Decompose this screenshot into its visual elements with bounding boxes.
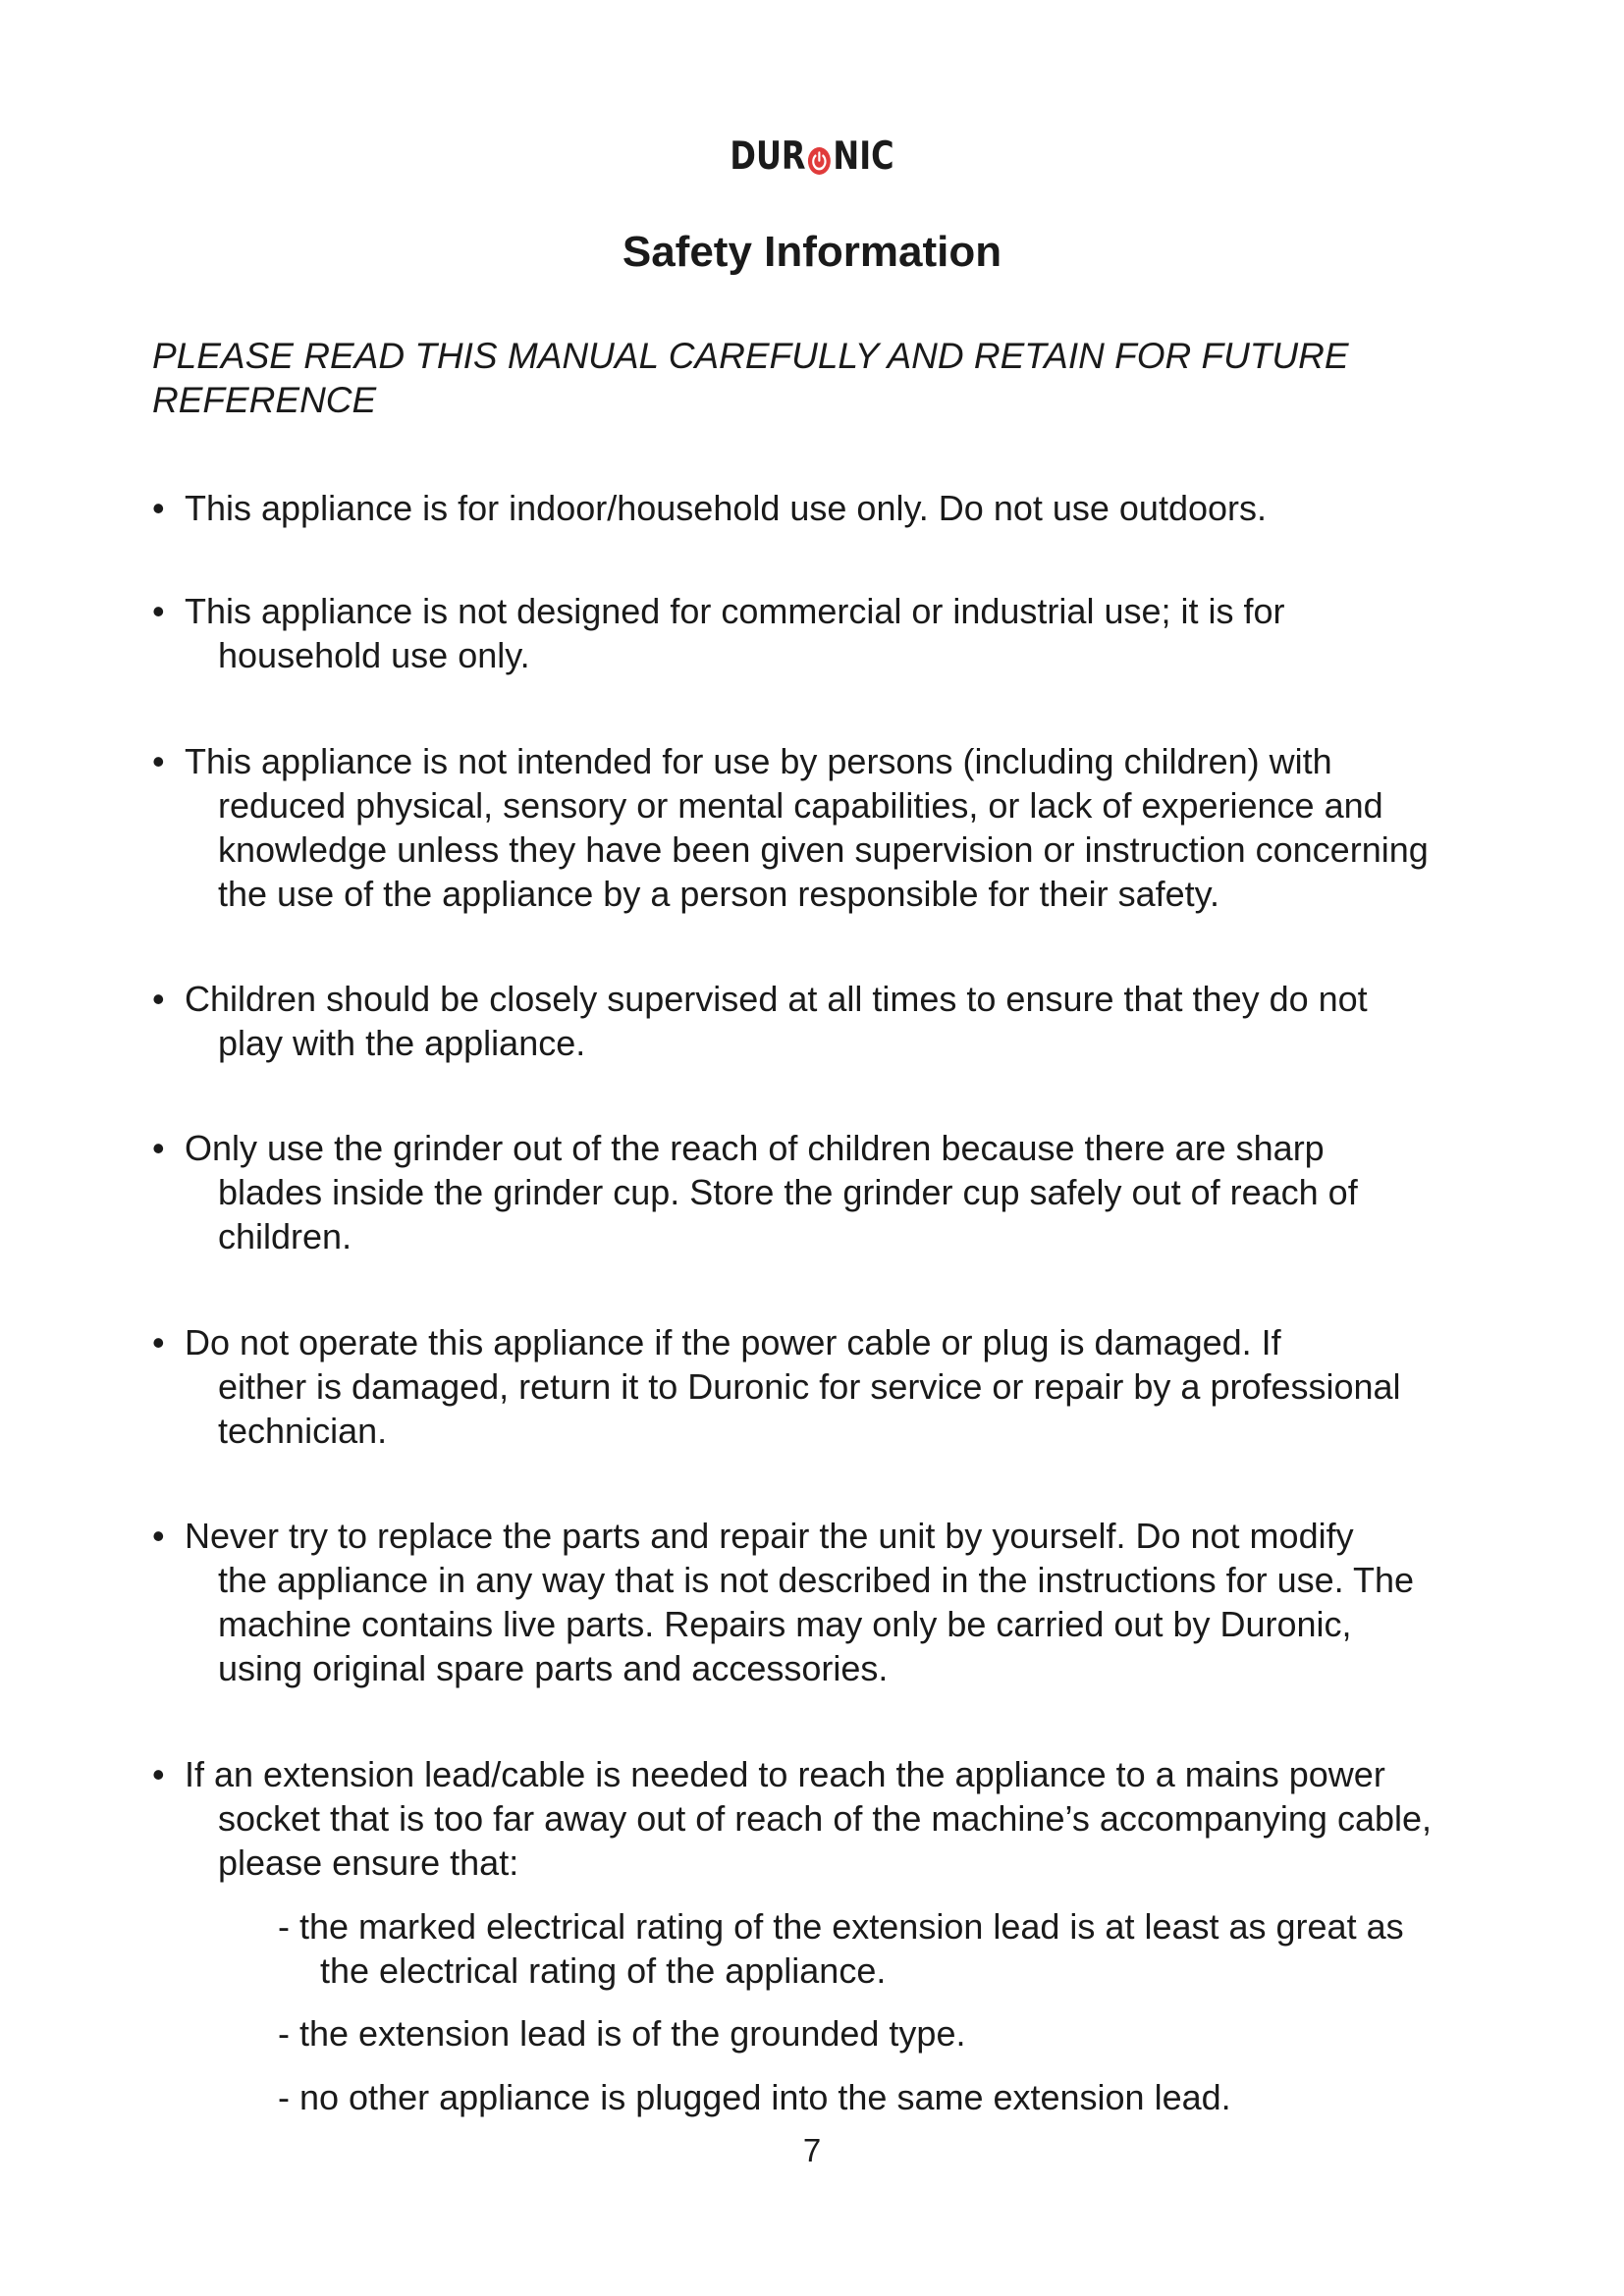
logo-text-right: NIC	[833, 133, 894, 179]
bullet-item	[152, 1320, 1497, 1453]
power-icon	[807, 141, 832, 171]
bullet-line: technician.	[218, 1411, 388, 1451]
intro-notice	[152, 334, 1507, 422]
bullet-dot: •	[152, 591, 165, 631]
sub-item-line: - the extension lead is of the grounded type.	[278, 2013, 966, 2054]
intro-line: REFERENCE	[152, 380, 377, 420]
bullet-line: reduced physical, sensory or mental capabilities, or lack of experience and	[218, 785, 1383, 826]
bullet-dot: •	[152, 488, 165, 528]
logo-text-left: DUR	[730, 133, 806, 179]
bullet-dot: •	[152, 1516, 165, 1556]
page-number: 7	[802, 2132, 822, 2168]
bullet-line: blades inside the grinder cup. Store the grinder cup safely out of reach of	[218, 1172, 1358, 1212]
bullet-line: household use only.	[218, 635, 530, 675]
bullet-item	[152, 486, 1497, 530]
bullet-item	[152, 1126, 1497, 1258]
bullet-line: Never try to replace the parts and repair the unit by yourself. Do not modify	[185, 1516, 1354, 1556]
bullet-item	[152, 1514, 1497, 1690]
bullet-item	[152, 589, 1497, 677]
bullet-line: the use of the appliance by a person responsible for their safety.	[218, 874, 1219, 914]
bullet-line: This appliance is for indoor/household use only. Do not use outdoors.	[185, 488, 1268, 528]
bullet-item	[152, 739, 1497, 916]
bullet-line: children.	[218, 1216, 352, 1256]
bullet-dot: •	[152, 741, 165, 781]
bullet-line: This appliance is not intended for use by persons (including children) with	[185, 741, 1332, 781]
bullet-line: Do not operate this appliance if the power cable or plug is damaged. If	[185, 1322, 1281, 1362]
bullet-dot: •	[152, 979, 165, 1019]
bullet-line: knowledge unless they have been given supervision or instruction concerning	[218, 829, 1429, 870]
bullet-line: play with the appliance.	[218, 1023, 586, 1063]
sub-item	[278, 2075, 1505, 2119]
bullet-line: please ensure that:	[218, 1842, 519, 1883]
bullet-line: Children should be closely supervised at all times to ensure that they do not	[185, 979, 1368, 1019]
sub-item-line: the electrical rating of the appliance.	[320, 1950, 887, 1991]
bullet-line: Only use the grinder out of the reach of children because there are sharp	[185, 1128, 1325, 1168]
bullet-line: socket that is too far away out of reach of the machine’s accompanying cable,	[218, 1798, 1433, 1839]
bullet-line: This appliance is not designed for commercial or industrial use; it is for	[185, 591, 1285, 631]
intro-line: PLEASE READ THIS MANUAL CAREFULLY AND RETAIN FOR FUTURE	[152, 336, 1349, 376]
bullet-line: machine contains live parts. Repairs may only be carried out by Duronic,	[218, 1604, 1352, 1644]
page-title: Safety Information	[622, 228, 1002, 276]
bullet-item	[152, 977, 1497, 1065]
sub-item-line: - no other appliance is plugged into the same extension lead.	[278, 2077, 1231, 2117]
bullet-dot: •	[152, 1128, 165, 1168]
bullet-item	[152, 1752, 1497, 1885]
bullet-line: If an extension lead/cable is needed to reach the appliance to a mains power	[185, 1754, 1385, 1794]
bullet-dot: •	[152, 1322, 165, 1362]
bullet-line: either is damaged, return it to Duronic for service or repair by a professional	[218, 1366, 1401, 1407]
duronic-logo	[146, 133, 1478, 179]
sub-item	[278, 2011, 1505, 2056]
bullet-line: using original spare parts and accessories.	[218, 1648, 889, 1688]
bullet-line: the appliance in any way that is not described in the instructions for use. The	[218, 1560, 1415, 1600]
sub-item	[278, 1904, 1505, 1993]
bullet-dot: •	[152, 1754, 165, 1794]
sub-item-line: - the marked electrical rating of the extension lead is at least as great as	[278, 1906, 1404, 1947]
